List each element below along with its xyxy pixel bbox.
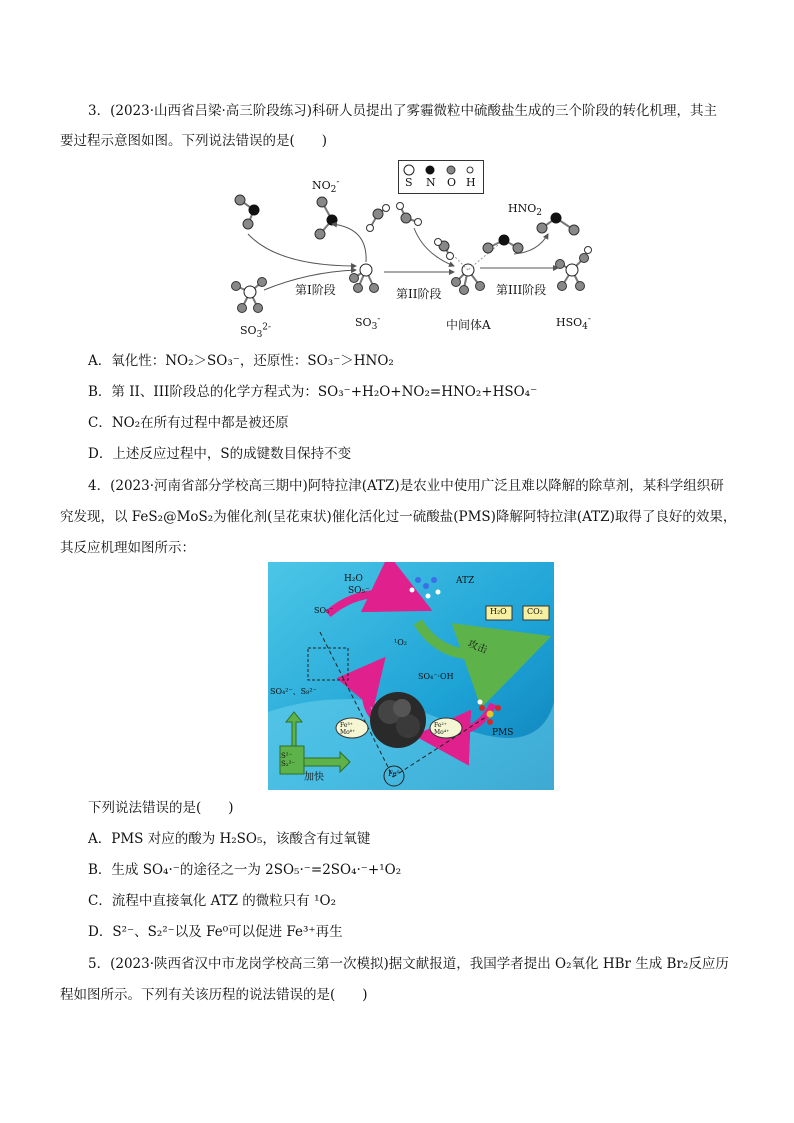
q3-option-b: B．第 II、III阶段总的化学方程式为：SO₃⁻+H₂O+NO₂=HNO₂+HSO₄⁻ [88,384,538,400]
atz-mechanism-figure [268,562,554,790]
stage1-label: 第I阶段 [295,283,336,297]
q3-option-c: C．NO₂在所有过程中都是被还原 [88,415,289,431]
atz-mechanism-graphic [268,562,554,790]
co2-box-label: CO₂ [527,607,543,616]
water-molecules [367,203,422,232]
q4-option-b: B．生成 SO₄·⁻的途径之一为 2SO₅·⁻=2SO₄·⁻+¹O₂ [88,862,402,878]
so3-radical-label: $SO_3^-$ [355,314,381,333]
q3-stem-line2: 要过程示意图如图。下列说法错误的是( ) [60,133,328,149]
legend-o: O [447,176,457,189]
h2o-box-label: H₂O [490,607,507,616]
q3-option-d: D．上述反应过程中，S的成键数目保持不变 [88,446,352,462]
legend-h: H [466,176,476,189]
q4-option-a: A．PMS 对应的酸为 H₂SO₅，该酸含有过氧键 [88,831,371,847]
stage3-label: 第III阶段 [496,283,547,297]
q4-stem-line1: 4．(2023·河南省部分学校高三期中)阿特拉津(ATZ)是农业中使用广泛且难以降解的除草剂，某科学组织研 [88,478,724,494]
h2o-top-label: H₂O [344,574,363,584]
so3-radical [350,264,379,293]
legend-n: N [426,176,436,189]
hno2-molecule [537,213,579,236]
fe3-label: Fe³⁺ Mo⁶⁺ [340,722,356,736]
q4-question: 下列说法错误的是( ) [88,800,234,816]
attack-label: 攻击 [466,638,489,656]
arrow-no2-to-stage1 [248,234,356,266]
q5-stem-line1: 5．(2023·陕西省汉中市龙岗学校高三第一次模拟)据文献报道，我国学者提出 O₂氧化 HBr 生成 Br₂反应历 [88,956,729,972]
q5-stem-line2: 程如图所示。下列有关该历程的说法错误的是( ) [60,987,368,1003]
atz-label: ATZ [456,576,475,586]
so4-oh-label: SO₄⁻·OH [418,672,454,681]
no2-molecule-left [235,195,260,229]
speed-up-label: 加快 [304,772,324,783]
hno2-label: $HNO_2$ [508,202,542,219]
so3-2-label: $SO_3^{2-}$ [240,322,272,341]
arrow-stage1-to-no2 [332,224,366,262]
singlet-oxygen-label: ¹O₂ [394,638,407,647]
catalyst-flower-icon [370,692,426,748]
no2-anion [315,197,338,239]
fe0-label: Fe⁰ [388,770,400,778]
q4-stem-line2: 究发现，以 FeS₂@MoS₂为催化剂(呈花束状)催化活化过一硫酸盐(PMS)降解阿特拉津(ATZ)取得了良好的效果， [60,509,737,525]
q4-stem-line3: 其反应机理如图所示： [60,540,195,556]
so3-2-ion [232,278,267,313]
hso4-ion [556,247,592,291]
stage2-label: 第II阶段 [396,287,442,301]
s-species-label: S²⁻ S₂²⁻ [281,752,296,768]
intermediate-a-label: 中间体A [446,318,491,332]
no2-anion-label: $NO_2^-$ [312,177,340,196]
fe2-label: Fe²⁺ Mo⁴⁺ [434,722,450,736]
q3-stem-line1: 3．(2023·山西省吕梁·高三阶段练习)科研人员提出了雾霾微粒中硫酸盐生成的三个阶段的转化机理，其主 [88,103,718,119]
q4-option-d: D．S²⁻、S₂²⁻以及 Fe⁰可以促进 Fe³⁺再生 [88,924,343,940]
q3-option-a: A．氧化性：NO₂＞SO₃⁻，还原性：SO₃⁻＞HNO₂ [88,353,394,369]
pms-label: PMS [492,728,514,738]
legend-s: S [405,176,413,189]
sulfate-mechanism-diagram [218,158,606,340]
hso4-label: $HSO_4^-$ [556,314,591,333]
so5-left-label: SO₅⁻ [314,606,334,615]
so5-top-label: SO₅⁻ [348,586,370,596]
products-label: SO₄²⁻、S₈²⁻ [270,687,317,696]
q4-option-c: C．流程中直接氧化 ATZ 的微粒只有 ¹O₂ [88,893,336,909]
